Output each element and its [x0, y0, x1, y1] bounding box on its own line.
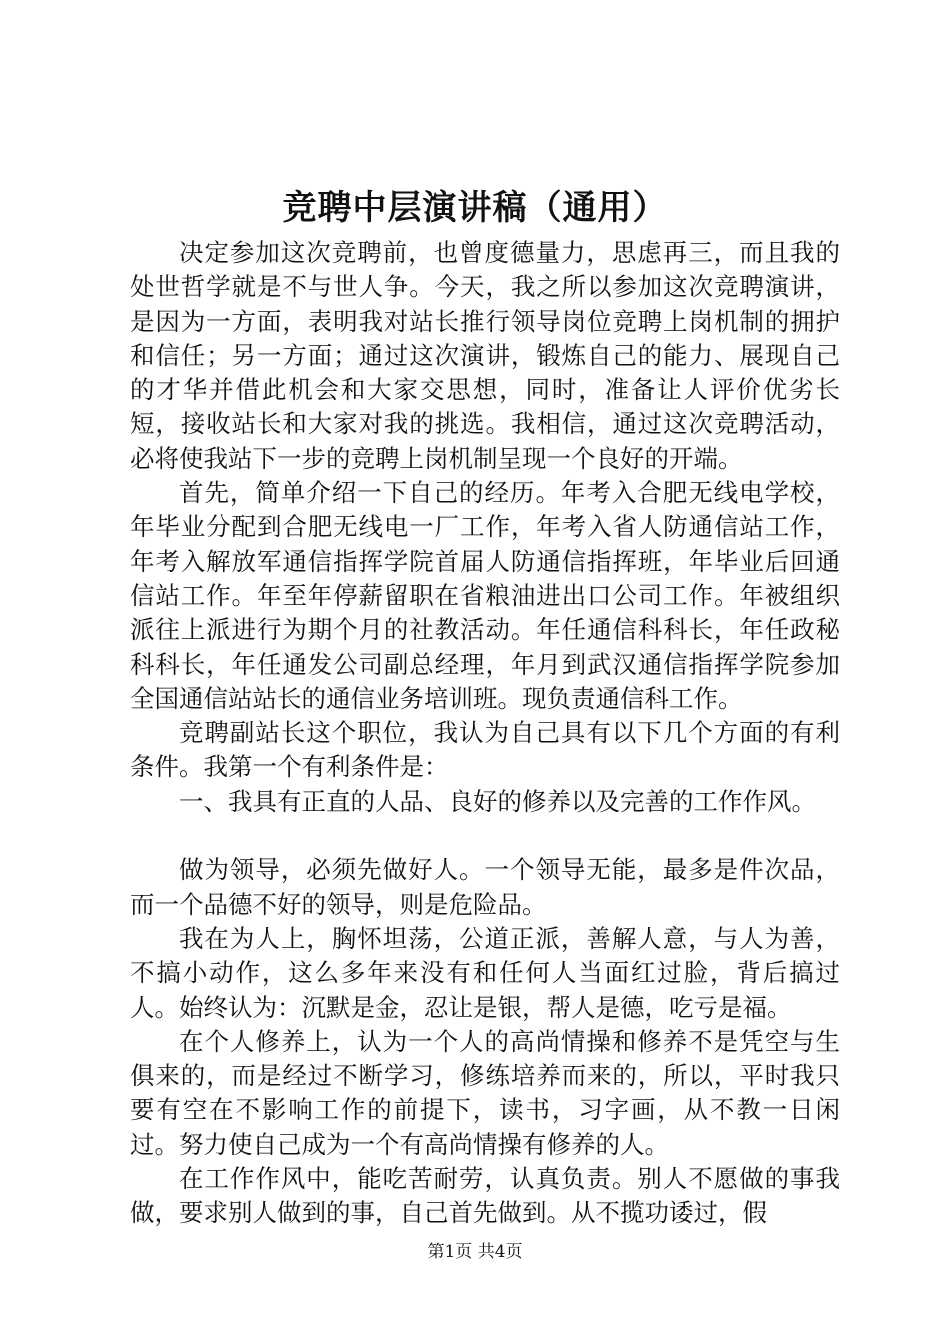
paragraph: 决定参加这次竞聘前，也曾度德量力，思虑再三，而且我的处世哲学就是不与世人争。今天，我之所以参加这次竞聘演讲，是因为一方面，表明我对站长推行领导岗位竞聘上岗机制的拥护和信任；另一方面；通过这次演讲，锻炼自己的能力、展现自己的才华并借此机会和大家交思想，同时，准备让人评价优劣长短，接收站长和大家对我的挑选。我相信，通过这次竞聘活动，必将使我站下一步的竞聘上岗机制呈现一个良好的开端。 — [130, 238, 840, 473]
paragraph: 在工作作风中，能吃苦耐劳，认真负责。别人不愿做的事我做，要求别人做到的事，自己首先做到。从不揽功诿过，假 — [130, 1164, 840, 1228]
paragraph: 在个人修养上，认为一个人的高尚情操和修养不是凭空与生俱来的，而是经过不断学习，修练培养而来的，所以，平时我只要有空在不影响工作的前提下，读书，习字画，从不教一日闲过。努力使自己成为一个有高尚情操有修养的人。 — [130, 1026, 840, 1159]
paragraph: 做为领导，必须先做好人。一个领导无能，最多是件次品，而一个品德不好的领导，则是危险品。 — [130, 855, 840, 919]
blank-line — [130, 819, 840, 853]
paragraph: 我在为人上，胸怀坦荡，公道正派，善解人意，与人为善，不搞小动作，这么多年来没有和任何人当面红过脸，背后搞过人。始终认为：沉默是金，忍让是银，帮人是德，吃亏是福。 — [130, 923, 840, 1022]
document-title: 竞聘中层演讲稿（通用） — [282, 188, 668, 228]
paragraph: 一、我具有正直的人品、良好的修养以及完善的工作作风。 — [179, 786, 816, 816]
paragraph: 首先，简单介绍一下自己的经历。年考入合肥无线电学校，年毕业分配到合肥无线电一厂工作，年考入省人防通信站工作，年考入解放军通信指挥学院首届人防通信指挥班，年毕业后回通信站工作。年至年停薪留职在省粮油进出口公司工作。年被组织派往上派进行为期个月的社教活动。年任通信科科长，年任政秘科科长，年任通发公司副总经理，年月到武汉通信指挥学院参加全国通信站站长的通信业务培训班。现负责通信科工作。 — [130, 478, 840, 713]
page-footer: 第1页 共4页 — [427, 1242, 523, 1262]
document-body — [130, 236, 840, 1231]
paragraph: 竞聘副站长这个职位，我认为自己具有以下几个方面的有利条件。我第一个有利条件是： — [130, 718, 840, 782]
